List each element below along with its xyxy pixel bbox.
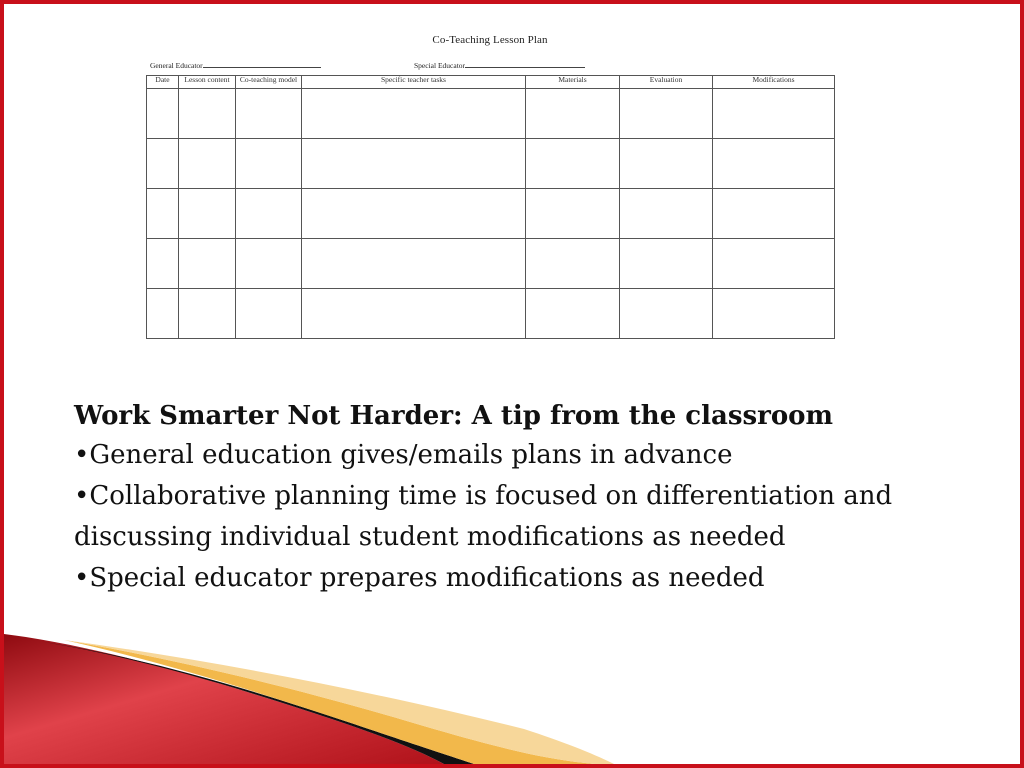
general-educator-label: General Educator [150,61,203,70]
table-row [147,239,835,289]
table-cell [526,89,620,139]
table-row [147,289,835,339]
table-cell [179,139,236,189]
table-cell [526,289,620,339]
table-cell [713,89,835,139]
table-row [147,139,835,189]
column-header: Lesson content [179,76,236,89]
table-cell [713,289,835,339]
table-cell [713,239,835,289]
table-cell [147,139,179,189]
table-cell [620,289,713,339]
table-cell [236,239,302,289]
table-cell [526,239,620,289]
decorative-swoosh [4,624,1024,764]
column-header: Modifications [713,76,835,89]
table-header-row [147,76,835,89]
column-header: Specific teacher tasks [302,76,526,89]
table-cell [302,189,526,239]
column-header: Materials [526,76,620,89]
table-cell [302,239,526,289]
form-title: Co-Teaching Lesson Plan [432,34,548,46]
table-cell [236,89,302,139]
lesson-plan-table [146,75,835,339]
table-cell [302,139,526,189]
table-cell [620,139,713,189]
table-cell [147,239,179,289]
table-cell [302,289,526,339]
lesson-plan-form-image [142,30,838,340]
table-cell [147,289,179,339]
table-cell [236,289,302,339]
tip-heading: Work Smarter Not Harder: A tip from the classroom [74,401,834,431]
general-educator-line [203,60,321,68]
table-cell [620,189,713,239]
table-cell [236,139,302,189]
table-cell [302,89,526,139]
general-educator-field [150,60,321,70]
table-cell [713,189,835,239]
table-cell [620,239,713,289]
table-cell [526,189,620,239]
table-cell [236,189,302,239]
tip-content [74,397,994,599]
table-cell [179,239,236,289]
table-cell [147,189,179,239]
table-body [147,89,835,339]
table-cell [526,139,620,189]
column-header: Date [147,76,179,89]
table-cell [147,89,179,139]
tip-bullet: •Special educator prepares modifications as needed [74,563,765,593]
tip-bullet: •Collaborative planning time is focused on differentiation and discussing individual student modifications as needed [74,481,893,552]
column-header: Evaluation [620,76,713,89]
table-cell [179,289,236,339]
tip-bullet: •General education gives/emails plans in advance [74,440,733,470]
special-educator-field [414,60,585,70]
table-row [147,189,835,239]
table-row [147,89,835,139]
special-educator-label: Special Educator [414,61,466,70]
table-cell [620,89,713,139]
special-educator-line [465,60,585,68]
table-cell [179,89,236,139]
table-cell [179,189,236,239]
column-header: Co-teaching model [236,76,302,89]
table-cell [713,139,835,189]
